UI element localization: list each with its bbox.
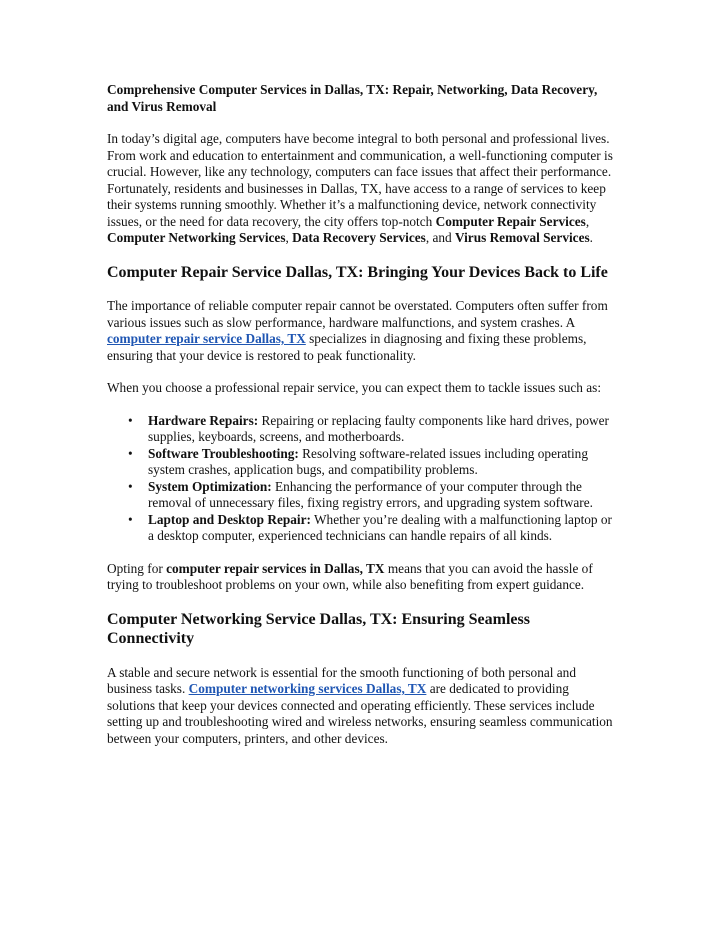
networking-heading: Computer Networking Service Dallas, TX: Ensuring Seamless Connectivity xyxy=(107,610,530,647)
intro-text: In today’s digital age, computers have become integral to both personal and professional lives. From work and education to entertainment and communication, a well-functioning computer is crucial. However, like any technology, computers can face issues that affect their performance. Fortunately, residents and businesses in Dallas, TX, have access to a range of services to keep their systems running smoothly. Whether it’s a malfunctioning device, network connectivity issues, or the need for data recovery, the city offers top-notch xyxy=(107,131,613,229)
repair-p3-text: Opting for xyxy=(107,560,167,576)
list-item-label: Software Troubleshooting: xyxy=(148,445,299,461)
document-body xyxy=(107,82,617,763)
repair-p1-text: The importance of reliable computer repair cannot be overstated. Computers often suffer from various issues such as slow performance, hardware malfunctions, and system crashes. A xyxy=(107,298,608,330)
repair-p1-text-after: specializes in diagnosing and fixing these problems, ensuring that your device is restored to peak functionality. xyxy=(107,331,587,363)
document-title: Comprehensive Computer Services in Dallas, TX: Repair, Networking, Data Recovery, and Virus Removal xyxy=(107,82,598,114)
repair-paragraph-2: When you choose a professional repair service, you can expect them to tackle issues such as: xyxy=(107,380,602,395)
repair-p3-text-after: means that you can avoid the hassle of trying to troubleshoot problems on your own, while also benefiting from expert guidance. xyxy=(107,560,593,592)
list-item xyxy=(148,479,617,512)
networking-p1-text-after: are dedicated to providing solutions that keep your devices connected and operating efficiently. These services include setting up and troubleshooting wired and wireless networks, ensuring seamless communication between your computers, printers, and other devices. xyxy=(107,681,613,746)
intro-separator: , and xyxy=(425,230,455,245)
list-item-text: Repairing or replacing faulty components like hard drives, power supplies, keyboards, screens, and motherboards. xyxy=(148,412,609,444)
intro-paragraph xyxy=(107,131,617,247)
repair-paragraph-1 xyxy=(107,298,617,364)
intro-separator: , xyxy=(585,213,590,229)
networking-paragraph-1 xyxy=(107,665,617,748)
list-item-text: Whether you’re dealing with a malfunctioning laptop or a desktop computer, experienced technicians can handle repairs of all kinds. xyxy=(148,511,612,543)
intro-separator: , xyxy=(285,230,293,245)
list-item-label: Laptop and Desktop Repair: xyxy=(148,511,311,527)
intro-bold-repair: Computer Repair Services xyxy=(435,213,586,229)
intro-bold-data-recovery: Data Recovery Services xyxy=(292,230,426,245)
repair-p3-bold: computer repair services in Dallas, TX xyxy=(166,560,385,576)
list-item-text: Enhancing the performance of your computer through the removal of unnecessary files, fixing registry errors, and upgrading system software. xyxy=(148,478,593,510)
list-item xyxy=(148,512,617,545)
intro-bold-networking: Computer Networking Services xyxy=(107,230,286,245)
list-item-label: Hardware Repairs: xyxy=(148,412,259,428)
repair-issues-list xyxy=(107,413,617,545)
list-item xyxy=(148,413,617,446)
list-item-label: System Optimization: xyxy=(148,478,272,494)
networking-p1-text: A stable and secure network is essential for the smooth functioning of both personal and business tasks. xyxy=(107,664,576,696)
intro-end: . xyxy=(589,230,593,245)
repair-heading: Computer Repair Service Dallas, TX: Bringing Your Devices Back to Life xyxy=(107,263,608,281)
repair-paragraph-3 xyxy=(107,561,617,594)
list-item-text: Resolving software-related issues including operating system crashes, application bugs, and compatibility problems. xyxy=(148,445,588,477)
networking-service-link[interactable]: Computer networking services Dallas, TX xyxy=(188,681,427,696)
list-item xyxy=(148,446,617,479)
repair-service-link[interactable]: computer repair service Dallas, TX xyxy=(107,331,306,346)
intro-bold-virus-removal: Virus Removal Services xyxy=(454,230,590,245)
